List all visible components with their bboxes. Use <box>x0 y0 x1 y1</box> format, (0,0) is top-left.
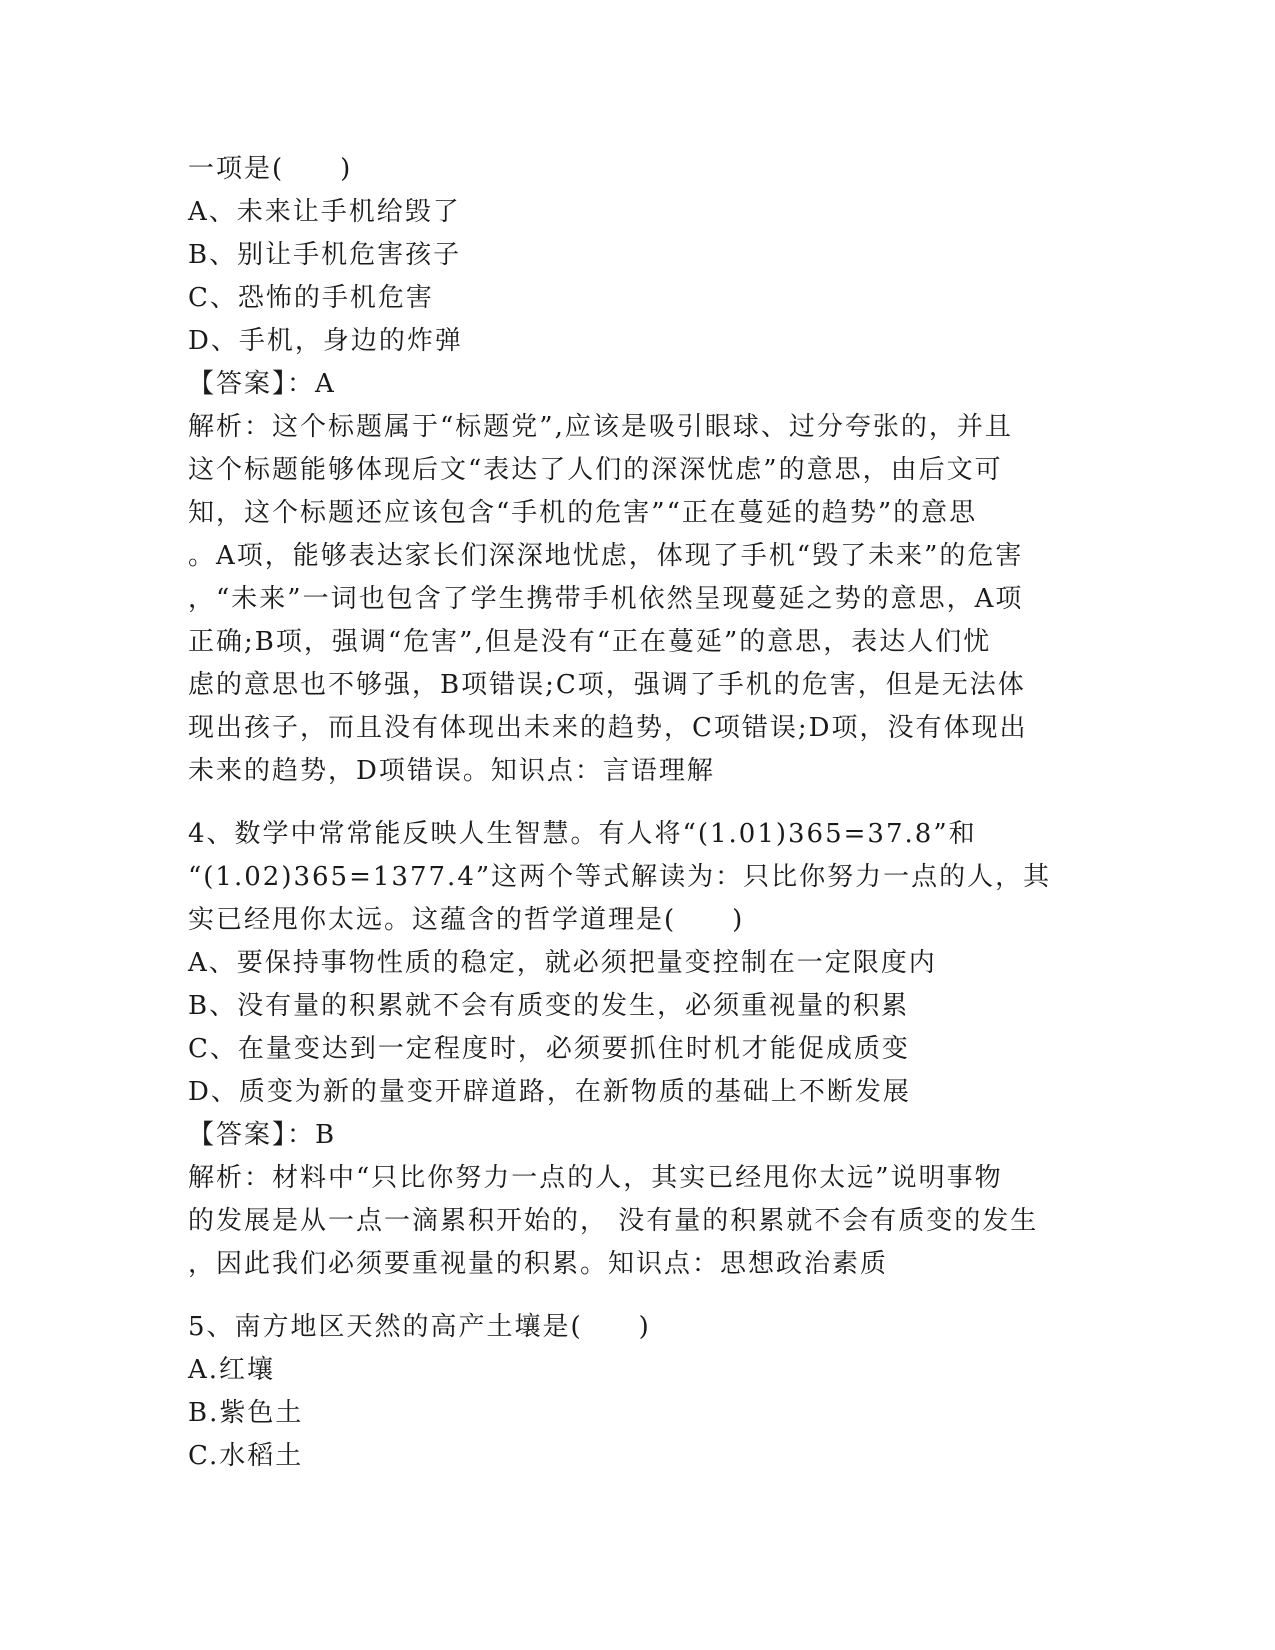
question-stem: 实已经甩你太远。这蕴含的哲学道理是( ) <box>188 905 745 935</box>
explanation-line: ，因此我们必须要重视量的积累。知识点：思想政治素质 <box>188 1249 889 1279</box>
option-a: A、要保持事物性质的稳定，就必须把量变控制在一定限度内 <box>188 948 937 978</box>
explanation-line: 的发展是从一点一滴累积开始的， 没有量的积累就不会有质变的发生 <box>188 1206 1039 1236</box>
explanation-line: 这个标题能够体现后文“表达了人们的深深忧虑”的意思，由后文可 <box>188 455 1003 485</box>
answer-line: 【答案】：B <box>188 1120 337 1150</box>
explanation-line: 未来的趋势，D项错误。知识点：言语理解 <box>188 756 715 786</box>
explanation-line: 现出孩子，而且没有体现出未来的趋势，C项错误;D项，没有体现出 <box>188 713 1028 743</box>
question-3-block <box>188 148 1088 793</box>
explanation-line: 解析：这个标题属于“标题党”,应该是吸引眼球、过分夸张的，并且 <box>188 412 1013 442</box>
question-5-block <box>188 1306 1088 1478</box>
option-c: C.水稻土 <box>188 1441 304 1471</box>
question-stem-continuation: 一项是( ) <box>188 154 353 184</box>
block-spacer <box>188 1286 1088 1306</box>
explanation-line: 解析：材料中“只比你努力一点的人，其实已经甩你太远”说明事物 <box>188 1163 1003 1193</box>
option-b: B.紫色土 <box>188 1398 304 1428</box>
option-c: C、恐怖的手机危害 <box>188 283 434 313</box>
question-4-block <box>188 813 1088 1286</box>
option-b: B、别让手机危害孩子 <box>188 240 462 270</box>
block-spacer <box>188 793 1088 813</box>
option-a: A.红壤 <box>188 1355 276 1385</box>
explanation-line: 虑的意思也不够强，B项错误;C项，强调了手机的危害，但是无法体 <box>188 670 1026 700</box>
question-stem: “(1.02)365=1377.4”这两个等式解读为：只比你努力一点的人，其 <box>188 862 1052 892</box>
explanation-line: 知，这个标题还应该包含“手机的危害”“正在蔓延的趋势”的意思 <box>188 498 978 528</box>
option-d: D、手机，身边的炸弹 <box>188 326 463 356</box>
document-page <box>188 148 1088 1478</box>
option-b: B、没有量的积累就不会有质变的发生，必须重视量的积累 <box>188 991 910 1021</box>
explanation-line: 。A项，能够表达家长们深深地忧虑，体现了手机“毁了未来”的危害 <box>188 541 1024 571</box>
option-d: D、质变为新的量变开辟道路，在新物质的基础上不断发展 <box>188 1077 911 1107</box>
option-a: A、未来让手机给毁了 <box>188 197 461 227</box>
explanation-line: 正确;B项，强调“危害”,但是没有“正在蔓延”的意思，表达人们忧 <box>188 627 992 657</box>
question-stem: 4、数学中常常能反映人生智慧。有人将“(1.01)365=37.8”和 <box>188 819 977 849</box>
question-stem: 5、南方地区天然的高产土壤是( ) <box>188 1312 651 1342</box>
option-c: C、在量变达到一定程度时，必须要抓住时机才能促成质变 <box>188 1034 910 1064</box>
answer-line: 【答案】：A <box>188 369 336 399</box>
explanation-line: ，“未来”一词也包含了学生携带手机依然呈现蔓延之势的意思，A项 <box>188 584 1024 614</box>
